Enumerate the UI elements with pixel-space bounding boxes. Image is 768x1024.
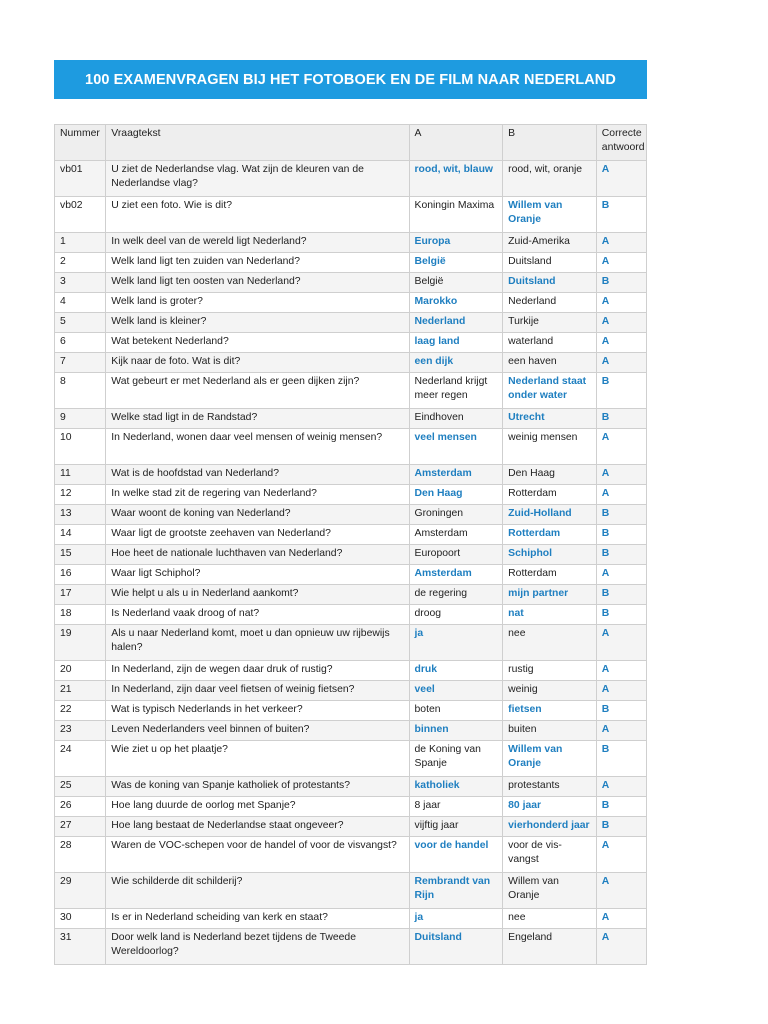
cell-number: 19 [55, 625, 106, 661]
cell-number: 20 [55, 661, 106, 681]
cell-number: 10 [55, 429, 106, 465]
cell-correct-answer: A [596, 661, 646, 681]
cell-answer-b: voor de vis-vangst [503, 837, 597, 873]
cell-correct-answer: B [596, 373, 646, 409]
cell-answer-a: de Koning van Spanje [409, 741, 503, 777]
cell-answer-a: België [409, 273, 503, 293]
cell-correct-answer: B [596, 605, 646, 625]
table-row [55, 161, 647, 197]
table-row [55, 625, 647, 661]
cell-question: Welk land is groter? [106, 293, 409, 313]
cell-correct-answer: A [596, 625, 646, 661]
cell-correct-answer: A [596, 873, 646, 909]
cell-answer-a: Nederland [409, 313, 503, 333]
cell-correct-answer: A [596, 253, 646, 273]
cell-correct-answer: A [596, 485, 646, 505]
cell-number: 6 [55, 333, 106, 353]
cell-answer-b: een haven [503, 353, 597, 373]
table-row [55, 661, 647, 681]
cell-answer-b: Duitsland [503, 273, 597, 293]
questions-table [54, 124, 647, 965]
table-row [55, 293, 647, 313]
cell-number: 22 [55, 701, 106, 721]
table-row [55, 253, 647, 273]
cell-answer-b: Nederland staat onder water [503, 373, 597, 409]
table-row [55, 485, 647, 505]
cell-correct-answer: A [596, 465, 646, 485]
cell-question: In welk deel van de wereld ligt Nederland? [106, 233, 409, 253]
cell-answer-b: Duitsland [503, 253, 597, 273]
cell-answer-b: protestants [503, 777, 597, 797]
cell-question: In Nederland, wonen daar veel mensen of weinig mensen? [106, 429, 409, 465]
cell-answer-a: Europoort [409, 545, 503, 565]
table-row [55, 817, 647, 837]
cell-correct-answer: A [596, 429, 646, 465]
cell-answer-b: nat [503, 605, 597, 625]
table-row [55, 701, 647, 721]
cell-number: vb01 [55, 161, 106, 197]
table-header-row [55, 125, 647, 161]
cell-question: Wie helpt u als u in Nederland aankomt? [106, 585, 409, 605]
cell-answer-a: laag land [409, 333, 503, 353]
cell-question: U ziet een foto. Wie is dit? [106, 197, 409, 233]
header-correct-line2: antwoord [601, 142, 645, 153]
table-row [55, 929, 647, 965]
table-row [55, 909, 647, 929]
cell-number: 11 [55, 465, 106, 485]
cell-question: Wat betekent Nederland? [106, 333, 409, 353]
cell-answer-b: Nederland [503, 293, 597, 313]
cell-answer-a: Koningin Maxima [409, 197, 503, 233]
page-title: 100 EXAMENVRAGEN BIJ HET FOTOBOEK EN DE FILM NAAR NEDERLAND [85, 71, 616, 88]
cell-number: 21 [55, 681, 106, 701]
cell-number: 28 [55, 837, 106, 873]
cell-answer-b: Turkije [503, 313, 597, 333]
cell-number: 24 [55, 741, 106, 777]
cell-question: Leven Nederlanders veel binnen of buiten? [106, 721, 409, 741]
cell-correct-answer: A [596, 565, 646, 585]
table-row [55, 585, 647, 605]
cell-correct-answer: B [596, 797, 646, 817]
cell-correct-answer: B [596, 545, 646, 565]
cell-correct-answer: A [596, 293, 646, 313]
cell-answer-a: veel [409, 681, 503, 701]
cell-number: 31 [55, 929, 106, 965]
cell-question: Welk land ligt ten zuiden van Nederland? [106, 253, 409, 273]
header-question: Vraagtekst [106, 125, 409, 161]
cell-number: 4 [55, 293, 106, 313]
cell-answer-b: mijn partner [503, 585, 597, 605]
cell-answer-a: druk [409, 661, 503, 681]
cell-question: Hoe heet de nationale luchthaven van Nederland? [106, 545, 409, 565]
cell-number: 13 [55, 505, 106, 525]
cell-question: Kijk naar de foto. Wat is dit? [106, 353, 409, 373]
cell-question: Welk land ligt ten oosten van Nederland? [106, 273, 409, 293]
header-number: Nummer [55, 125, 106, 161]
table-row [55, 409, 647, 429]
cell-answer-a: Marokko [409, 293, 503, 313]
cell-answer-b: Willem van Oranje [503, 741, 597, 777]
cell-answer-b: Zuid-Amerika [503, 233, 597, 253]
cell-correct-answer: A [596, 909, 646, 929]
header-correct-line1: Correcte [601, 128, 642, 139]
cell-answer-a: ja [409, 909, 503, 929]
cell-correct-answer: A [596, 777, 646, 797]
cell-answer-a: 8 jaar [409, 797, 503, 817]
cell-answer-a: voor de handel [409, 837, 503, 873]
cell-answer-a: droog [409, 605, 503, 625]
table-row [55, 233, 647, 253]
cell-answer-b: buiten [503, 721, 597, 741]
cell-question: Door welk land is Nederland bezet tijdens de Tweede Wereldoorlog? [106, 929, 409, 965]
cell-correct-answer: A [596, 333, 646, 353]
table-row [55, 873, 647, 909]
table-row [55, 605, 647, 625]
cell-number: 1 [55, 233, 106, 253]
cell-answer-b: Rotterdam [503, 565, 597, 585]
cell-answer-b: waterland [503, 333, 597, 353]
cell-answer-a: Groningen [409, 505, 503, 525]
cell-question: Waar ligt Schiphol? [106, 565, 409, 585]
cell-answer-b: Willem van Oranje [503, 873, 597, 909]
cell-number: 12 [55, 485, 106, 505]
cell-number: 30 [55, 909, 106, 929]
cell-answer-a: België [409, 253, 503, 273]
table-row [55, 721, 647, 741]
cell-answer-b: Den Haag [503, 465, 597, 485]
cell-answer-a: Duitsland [409, 929, 503, 965]
cell-answer-a: katholiek [409, 777, 503, 797]
cell-number: 3 [55, 273, 106, 293]
table-row [55, 837, 647, 873]
cell-answer-b: rood, wit, oranje [503, 161, 597, 197]
cell-number: 23 [55, 721, 106, 741]
table-row [55, 545, 647, 565]
table-row [55, 505, 647, 525]
header-b: B [503, 125, 597, 161]
cell-answer-a: ja [409, 625, 503, 661]
cell-correct-answer: A [596, 313, 646, 333]
table-row [55, 465, 647, 485]
cell-number: 14 [55, 525, 106, 545]
table-row [55, 197, 647, 233]
cell-answer-b: weinig [503, 681, 597, 701]
cell-number: 8 [55, 373, 106, 409]
cell-answer-a: Eindhoven [409, 409, 503, 429]
cell-answer-b: nee [503, 625, 597, 661]
table-row [55, 273, 647, 293]
table-row [55, 313, 647, 333]
cell-answer-b: Schiphol [503, 545, 597, 565]
cell-question: Wat gebeurt er met Nederland als er geen dijken zijn? [106, 373, 409, 409]
cell-correct-answer: B [596, 197, 646, 233]
cell-answer-a: boten [409, 701, 503, 721]
cell-answer-a: Amsterdam [409, 525, 503, 545]
cell-number: 18 [55, 605, 106, 625]
cell-answer-b: Rotterdam [503, 485, 597, 505]
cell-answer-b: Utrecht [503, 409, 597, 429]
table-row [55, 429, 647, 465]
cell-correct-answer: B [596, 525, 646, 545]
cell-correct-answer: A [596, 161, 646, 197]
cell-question: Is er in Nederland scheiding van kerk en staat? [106, 909, 409, 929]
cell-question: Wie ziet u op het plaatje? [106, 741, 409, 777]
cell-answer-a: Amsterdam [409, 465, 503, 485]
cell-number: 26 [55, 797, 106, 817]
cell-correct-answer: B [596, 505, 646, 525]
cell-number: 5 [55, 313, 106, 333]
cell-correct-answer: B [596, 817, 646, 837]
cell-answer-b: vierhonderd jaar [503, 817, 597, 837]
cell-answer-a: binnen [409, 721, 503, 741]
cell-answer-b: Rotterdam [503, 525, 597, 545]
cell-correct-answer: A [596, 353, 646, 373]
cell-answer-a: veel mensen [409, 429, 503, 465]
cell-correct-answer: B [596, 409, 646, 429]
cell-question: In Nederland, zijn daar veel fietsen of weinig fietsen? [106, 681, 409, 701]
table-row [55, 353, 647, 373]
cell-correct-answer: A [596, 837, 646, 873]
cell-correct-answer: B [596, 273, 646, 293]
table-row [55, 565, 647, 585]
cell-question: Welk land is kleiner? [106, 313, 409, 333]
cell-answer-a: Amsterdam [409, 565, 503, 585]
cell-correct-answer: B [596, 585, 646, 605]
cell-correct-answer: A [596, 681, 646, 701]
table-row [55, 681, 647, 701]
cell-number: 2 [55, 253, 106, 273]
header-correct [596, 125, 646, 161]
cell-question: Welke stad ligt in de Randstad? [106, 409, 409, 429]
cell-answer-a: rood, wit, blauw [409, 161, 503, 197]
cell-question: Hoe lang duurde de oorlog met Spanje? [106, 797, 409, 817]
cell-correct-answer: A [596, 721, 646, 741]
cell-question: In Nederland, zijn de wegen daar druk of rustig? [106, 661, 409, 681]
cell-answer-a: Nederland krijgt meer regen [409, 373, 503, 409]
cell-correct-answer: A [596, 233, 646, 253]
cell-correct-answer: A [596, 929, 646, 965]
cell-number: 9 [55, 409, 106, 429]
cell-answer-a: Rembrandt van Rijn [409, 873, 503, 909]
cell-answer-b: nee [503, 909, 597, 929]
cell-question: Wie schilderde dit schilderij? [106, 873, 409, 909]
cell-correct-answer: B [596, 701, 646, 721]
cell-question: Is Nederland vaak droog of nat? [106, 605, 409, 625]
cell-question: Waar ligt de grootste zeehaven van Nederland? [106, 525, 409, 545]
cell-answer-a: Den Haag [409, 485, 503, 505]
cell-number: 17 [55, 585, 106, 605]
cell-answer-a: Europa [409, 233, 503, 253]
cell-number: vb02 [55, 197, 106, 233]
cell-answer-b: Zuid-Holland [503, 505, 597, 525]
page-title-banner [54, 60, 647, 99]
cell-number: 25 [55, 777, 106, 797]
table-row [55, 373, 647, 409]
table-row [55, 525, 647, 545]
cell-answer-a: een dijk [409, 353, 503, 373]
cell-number: 27 [55, 817, 106, 837]
table-row [55, 777, 647, 797]
cell-answer-b: weinig mensen [503, 429, 597, 465]
cell-question: Hoe lang bestaat de Nederlandse staat ongeveer? [106, 817, 409, 837]
cell-question: Was de koning van Spanje katholiek of protestants? [106, 777, 409, 797]
cell-question: Waar woont de koning van Nederland? [106, 505, 409, 525]
table-row [55, 741, 647, 777]
cell-correct-answer: B [596, 741, 646, 777]
cell-number: 15 [55, 545, 106, 565]
cell-number: 16 [55, 565, 106, 585]
cell-answer-b: Engeland [503, 929, 597, 965]
cell-number: 7 [55, 353, 106, 373]
cell-question: In welke stad zit de regering van Nederland? [106, 485, 409, 505]
cell-answer-a: vijftig jaar [409, 817, 503, 837]
cell-question: Wat is typisch Nederlands in het verkeer? [106, 701, 409, 721]
header-a: A [409, 125, 503, 161]
table-row [55, 333, 647, 353]
cell-answer-b: 80 jaar [503, 797, 597, 817]
cell-number: 29 [55, 873, 106, 909]
cell-question: U ziet de Nederlandse vlag. Wat zijn de kleuren van de Nederlandse vlag? [106, 161, 409, 197]
table-row [55, 797, 647, 817]
cell-answer-b: fietsen [503, 701, 597, 721]
cell-question: Als u naar Nederland komt, moet u dan opnieuw uw rijbewijs halen? [106, 625, 409, 661]
cell-question: Waren de VOC-schepen voor de handel of voor de visvangst? [106, 837, 409, 873]
cell-answer-a: de regering [409, 585, 503, 605]
cell-question: Wat is de hoofdstad van Nederland? [106, 465, 409, 485]
cell-answer-b: rustig [503, 661, 597, 681]
cell-answer-b: Willem van Oranje [503, 197, 597, 233]
